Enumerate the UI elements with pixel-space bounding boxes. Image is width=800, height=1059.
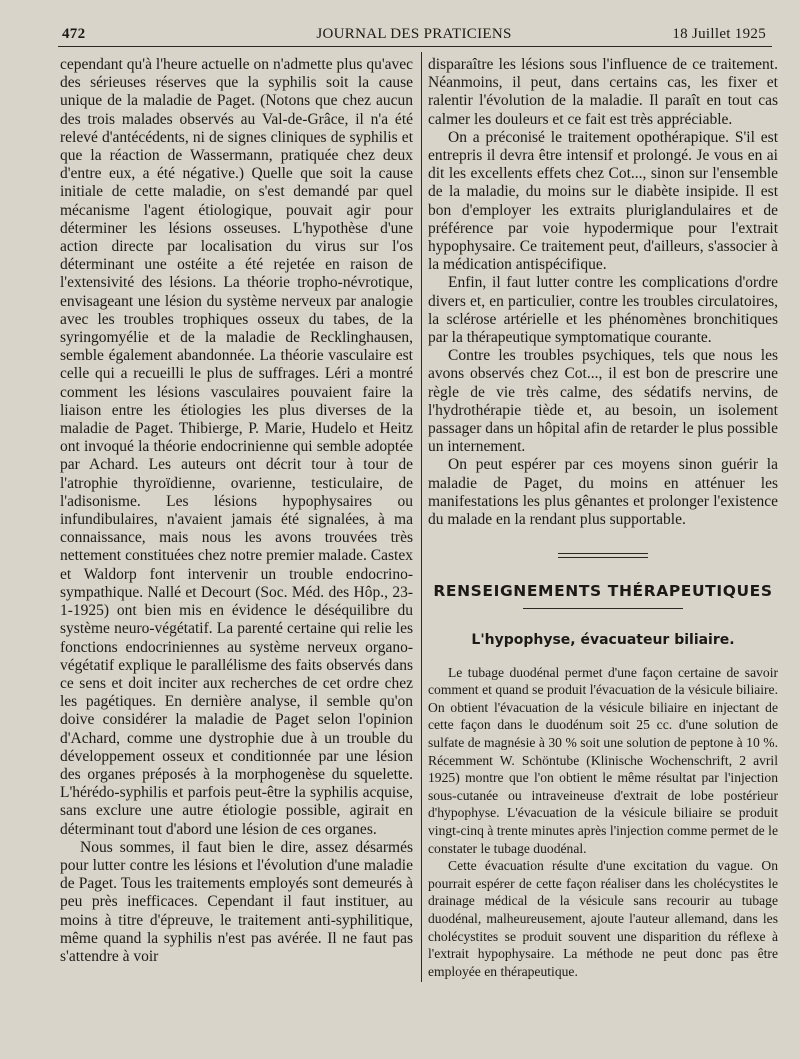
right-column: [428, 56, 778, 980]
paragraph: Cette évacuation résulte d'une excitation du vague. On pourrait espérer de cette façon réaliser dans les cholécystites le drainage médical de la vésicule sans recourir au tubage duodénal, malheureusement, ajoute l'auteur allemand, dans les cholécystites se produit souvent une disparition du réflexe à l'extrait hypophysaire. La méthode ne peut donc pas être employée en thérapeutique.: [428, 858, 778, 979]
article-subtitle: L'hypophyse, évacuateur biliaire.: [471, 632, 735, 649]
journal-title: JOURNAL DES PRATICIENS: [316, 26, 512, 42]
section-title: RENSEIGNEMENTS THÉRAPEUTIQUES: [433, 582, 773, 601]
paragraph: On a préconisé le traitement opothérapique. S'il est entrepris il devra être intensif et prolongé. Je vous en ai dit les excellents effets chez Cot..., sinon sur l'ensemble de la maladie, du moins sur le diabète insipide. Il est bon d'employer les extraits pluriglandulaires et de préférence par voie hypodermique pour l'extrait hypophysaire. Ce traitement peut, d'ailleurs, s'associer à la médication antispécifique.: [428, 128, 778, 274]
column-rule: [421, 52, 422, 982]
paragraph: Contre les troubles psychiques, tels que nous les avons observés chez Cot..., il est bon de prescrire une règle de vie très calme, des sédatifs nervins, de l'hydrothérapie tiède et, au besoin, un isolement passager dans un hôpital afin de retarder le plus possible un internement.: [428, 347, 778, 456]
paragraph: disparaître les lésions sous l'influence de ce traitement. Néanmoins, il peut, dans certains cas, les fixer et ralentir l'évolution de la maladie. Il paraît en tout cas calmer les douleurs et ce fait est très appréciable.: [428, 56, 778, 128]
left-column: [60, 56, 413, 966]
paragraph: Enfin, il faut lutter contre les complications d'ordre divers et, en particulier, contre les troubles circulatoires, la sclérose artérielle et les phénomènes bronchitiques par la thérapeutique symptomatique courante.: [428, 274, 778, 347]
paragraph: cependant qu'à l'heure actuelle on n'admette plus qu'avec des sérieuses réserves que la syphilis soit la cause unique de la maladie de Paget. (Notons que chez aucun des trois malades observés au Val-de-Grâce, il n'a été relevé d'antécédents, ni de signes cliniques de syphilis et que la réaction de Wassermann, pratiquée chez deux d'entre eux, a été négative.) Quelle que soit la cause initiale de cette maladie, on s'est demandé par quel mécanisme l'agent étiologique, pouvait agir pour déterminer les lésions osseuses. L'hypothèse d'une action directe par localisation du virus sur l'os déterminant une ostéite a été rejetée en raison de l'extensivité des lésions. La théorie tropho-névrotique, envisageant une lésion du système nerveux par analogie avec les troubles trophiques osseux du tabes, de la syringomyélie et de la maladie de Recklinghausen, semble également abandonnée. La théorie vasculaire est celle qui a recueilli le plus de suffrages. Léri a montré comment les lésions vasculaires pouvaient faire la liaison entre les étiologies les plus diverses de la maladie de Paget. Thibierge, P. Marie, Hudelo et Heitz ont invoqué la théorie endocrinienne qui semble adoptée par Achard. Les auteurs ont décrit tour à tour de l'atrophie thyroïdienne, ovarienne, testiculaire, de l'adisonisme. Les lésions hypophysaires ou infundibulaires, n'avaient jamais été signalées, à ma connaissance, mais nous les avons trouvées très nettement constituées chez notre premier malade. Castex et Waldorp font intervenir un trouble endocrino-sympathique. Nallé et Decourt (Soc. Méd. des Hôp., 23-1-1925) ont bien mis en évidence le déséquilibre du système neuro-végétatif. La parenté certaine qui relie les fonctions endocriniennes au système nerveux organo-végétatif explique le parallélisme des faits observés dans ce sens et doit inciter aux recherches de cet ordre chez les pagétiques. En dernière analyse, il semble qu'on doive considérer la maladie de Paget selon l'opinion d'Achard, comme une dystrophie due à un trouble du développement osseux et conditionnée par une lésion des organes préposés à la morphogenèse du squelette. L'hérédo-syphilis et parfois peut-être la syphilis acquise, sans exclure une autre étiologie possible, agirait en déterminant tout d'abord une lésion de ces organes.: [60, 56, 413, 838]
paragraph: On peut espérer par ces moyens sinon guérir la maladie de Paget, du moins en atténuer les manifestations les plus gênantes et prolonger l'existence du malade en la rendant plus supportable.: [428, 456, 778, 529]
section-rule: [523, 608, 683, 609]
page-header: [62, 24, 766, 46]
paragraph: Le tubage duodénal permet d'une façon certaine de savoir comment et quand se produit l'évacuation de la vésicule biliaire. On obtient l'évacuation de la vésicule biliaire en injectant de cette façon dans le duodénum soit 25 cc. d'une solution de sulfate de magnésie à 30 % soit une solution de peptone à 10 %. Récemment W. Schöntube (Klinische Wochenschrift, 2 avril 1925) montre que l'on obtient le même résultat par l'injection sous-cutanée ou intraveineuse d'extrait de lobe postérieur d'hypophyse. L'évacuation de la vésicule biliaire se produit vingt-cinq à trente minutes après l'injection comme permet de le constater le tubage duodénal.: [428, 664, 778, 856]
page-number: 472: [62, 26, 86, 42]
paragraph: Nous sommes, il faut bien le dire, assez désarmés pour lutter contre les lésions et l'évolution d'une maladie de Paget. Tous les traitements employés sont demeurés à peu près inefficaces. Cependant il faut instituer, au moins à titre d'épreuve, le traitement anti-syphilitique, même quand la syphilis n'est pas avérée. Il ne faut pas s'attendre à voir: [60, 838, 413, 965]
header-rule: [58, 46, 772, 47]
issue-date: 18 Juillet 1925: [672, 26, 766, 42]
section-divider: [558, 553, 648, 558]
